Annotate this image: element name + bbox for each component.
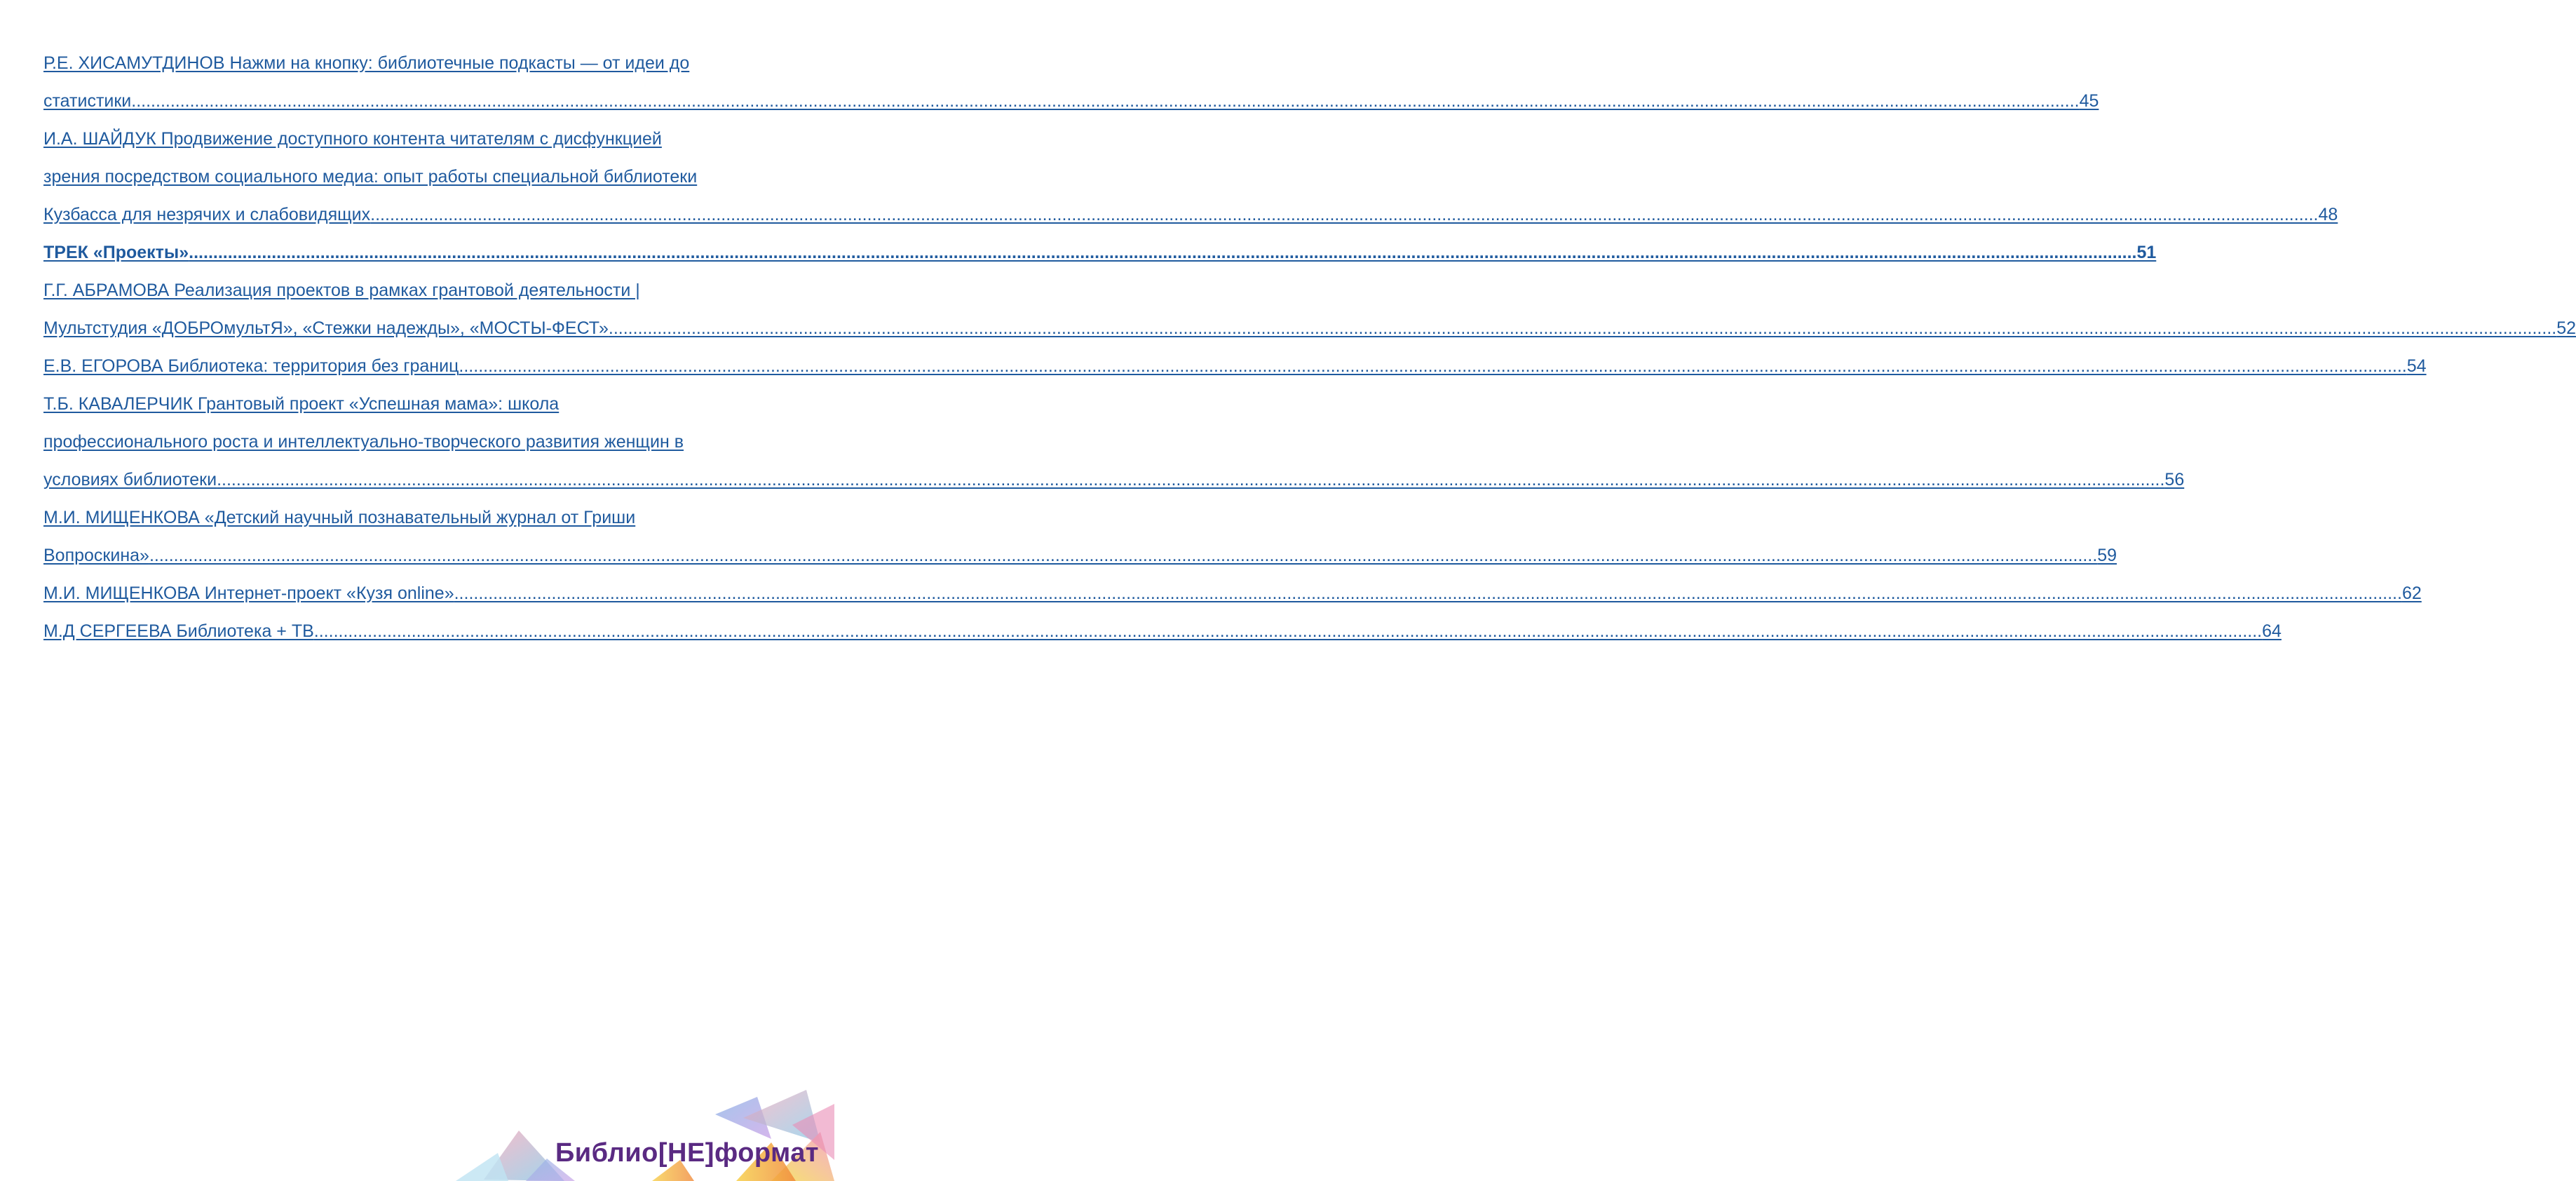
- toc-entry-text: профессионального роста и интеллектуально-творческого развития женщин в: [43, 432, 684, 452]
- toc-entry-text: М.Д СЕРГЕЕВА Библиотека + ТВ: [43, 621, 314, 641]
- toc-entry-text: И.А. ШАЙДУК Продвижение доступного контента читателям с дисфункцией: [43, 129, 662, 149]
- toc-entry-line: [43, 120, 794, 158]
- toc-entry-link[interactable]: [43, 44, 2099, 120]
- toc-dot-leader: ................................................................................................................................................................................................................................................................................................................................................................................................................: [149, 546, 2098, 565]
- toc-dot-leader: ................................................................................................................................................................................................................................................................................................................................................................................................................: [370, 205, 2319, 224]
- toc-entry-text: ТРЕК «Проекты»: [43, 243, 189, 262]
- toc-entry-last-line: [43, 461, 2185, 499]
- toc-entry-link[interactable]: [43, 347, 2427, 385]
- toc-entry-last-line: [43, 196, 2338, 234]
- toc-page-number: 54: [2406, 356, 2427, 376]
- toc-entry-link[interactable]: [43, 499, 2117, 574]
- toc-entry-text: Кузбасса для незрячих и слабовидящих: [43, 205, 371, 224]
- toc-entry-link[interactable]: [43, 120, 2338, 234]
- toc-entry-text: М.И. МИЩЕНКОВА «Детский научный познавательный журнал от Гриши: [43, 508, 636, 527]
- toc-entry-line: [43, 385, 794, 423]
- toc-page-number: 52: [2556, 318, 2576, 338]
- toc-entry-text: Вопроскина»: [43, 546, 149, 565]
- toc-entry-text: Р.Е. ХИСАМУТДИНОВ Нажми на кнопку: библиотечные подкасты — от идеи до: [43, 53, 690, 73]
- toc-entry-last-line: [43, 234, 2157, 271]
- toc-entry-last-line: [43, 574, 2422, 612]
- toc-entry-link[interactable]: [43, 385, 2185, 499]
- toc-dot-leader: ................................................................................................................................................................................................................................................................................................................................................................................................................: [313, 621, 2263, 641]
- toc-entry-line: [43, 158, 794, 196]
- toc-page-number: 48: [2318, 205, 2338, 224]
- toc-entry-line: [43, 271, 794, 309]
- toc-entry-link[interactable]: [43, 612, 2282, 650]
- toc-entry-text: статистики: [43, 91, 132, 111]
- toc-page-number: 59: [2097, 546, 2117, 565]
- brand-logo: [442, 1076, 834, 1181]
- toc-entry-last-line: [43, 82, 2099, 120]
- toc-entry-line: [43, 44, 794, 82]
- toc-entry-line: [43, 423, 794, 461]
- table-of-contents: [43, 44, 2576, 650]
- toc-entry-link[interactable]: [43, 271, 2576, 347]
- toc-dot-leader: ................................................................................................................................................................................................................................................................................................................................................................................................................: [459, 356, 2407, 376]
- toc-entry-text: Е.В. ЕГОРОВА Библиотека: территория без границ: [43, 356, 459, 376]
- toc-entry-text: Мультстудия «ДОБРОмультЯ», «Стежки надежды», «МОСТЫ-ФЕСТ»: [43, 318, 609, 338]
- toc-page-number: 56: [2164, 470, 2185, 490]
- toc-entry-text: условиях библиотеки: [43, 470, 217, 490]
- toc-dot-leader: ................................................................................................................................................................................................................................................................................................................................................................................................................: [217, 470, 2165, 490]
- toc-entry-line: [43, 499, 794, 536]
- toc-entry-text: зрения посредством социального медиа: опыт работы специальной библиотеки: [43, 167, 698, 187]
- toc-page-number: 62: [2401, 583, 2422, 603]
- toc-dot-leader: ................................................................................................................................................................................................................................................................................................................................................................................................................: [131, 91, 2080, 111]
- toc-page-number: 51: [2136, 243, 2157, 262]
- toc-dot-leader: ................................................................................................................................................................................................................................................................................................................................................................................................................: [189, 243, 2137, 262]
- toc-entry-last-line: [43, 536, 2117, 574]
- toc-entry-last-line: [43, 309, 2576, 347]
- toc-dot-leader: ................................................................................................................................................................................................................................................................................................................................................................................................................: [454, 583, 2402, 603]
- toc-entry-text: Т.Б. КАВАЛЕРЧИК Грантовый проект «Успешная мама»: школа: [43, 394, 560, 414]
- brand-logo-text: Библио[НЕ]формат: [555, 1138, 819, 1168]
- toc-entry-text: Г.Г. АБРАМОВА Реализация проектов в рамках грантовой деятельности |: [43, 281, 640, 300]
- toc-section-link[interactable]: [43, 234, 2157, 271]
- toc-entry-last-line: [43, 347, 2427, 385]
- toc-dot-leader: ................................................................................................................................................................................................................................................................................................................................................................................................................: [608, 318, 2557, 338]
- toc-page-number: 64: [2262, 621, 2282, 641]
- toc-entry-text: М.И. МИЩЕНКОВА Интернет-проект «Кузя online»: [43, 583, 454, 603]
- toc-entry-link[interactable]: [43, 574, 2422, 612]
- toc-entry-last-line: [43, 612, 2282, 650]
- toc-page-number: 45: [2079, 91, 2099, 111]
